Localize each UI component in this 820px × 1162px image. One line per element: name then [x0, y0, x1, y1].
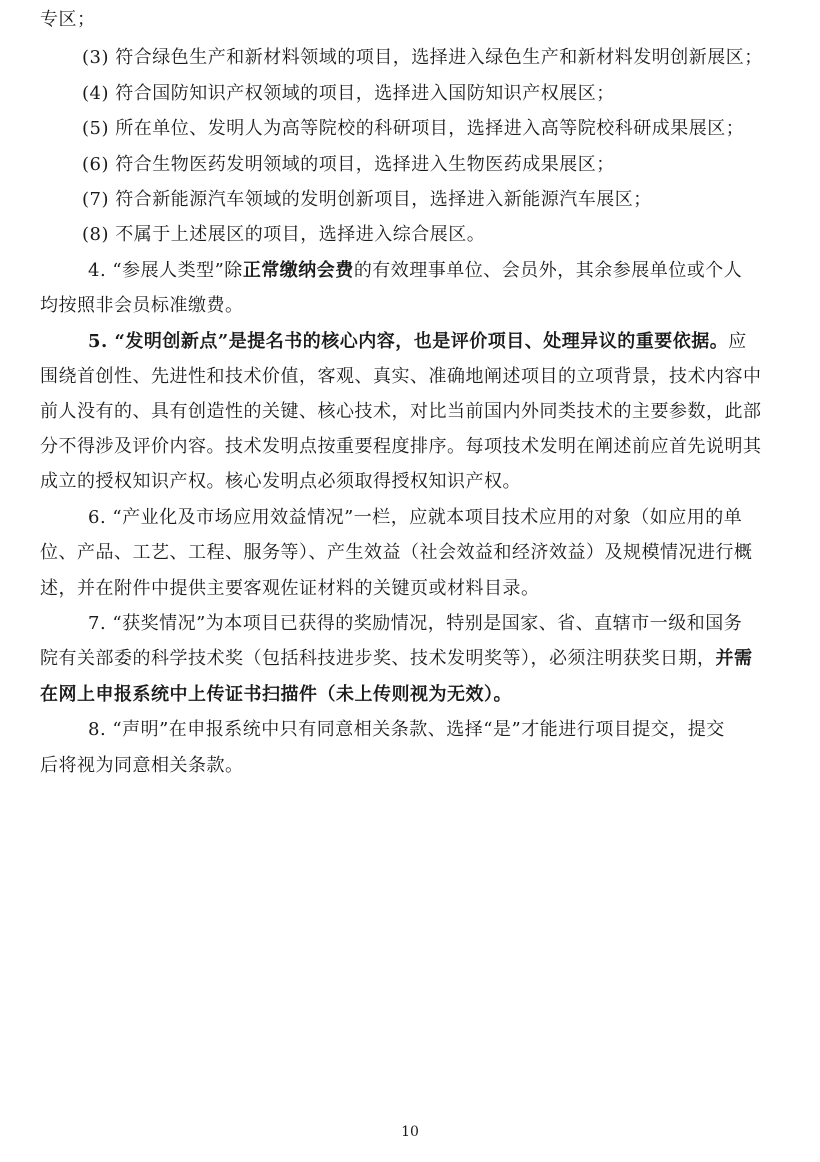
text-line: 后将视为同意相关条款。: [40, 755, 244, 776]
text-line: [40, 646, 753, 672]
text-span: 应: [728, 331, 747, 352]
text-span: 院有关部委的科学技术奖（包括科技进步奖、技术发明奖等），必须注明获奖日期，: [40, 648, 716, 669]
list-item: (6) 符合生物医药发明领域的项目，选择进入生物医药成果展区；: [82, 154, 615, 175]
list-item: (5) 所在单位、发明人为高等院校的科研项目，选择进入高等院校科研成果展区；: [82, 118, 745, 139]
text-line: 围绕首创性、先进性和技术价值，客观、真实、准确地阐述项目的立项背景，技术内容中: [40, 366, 762, 387]
paragraph-8-line: 8. “声明”在申报系统中只有同意相关条款、选择“是”才能进行项目提交，提交: [88, 719, 725, 740]
paragraph-6-line: 6. “产业化及市场应用效益情况”一栏，应就本项目技术应用的对象（如应用的单: [88, 507, 743, 528]
list-item: (8) 不属于上述展区的项目，选择进入综合展区。: [82, 224, 486, 245]
list-item: (3) 符合绿色生产和新材料领域的项目，选择进入绿色生产和新材料发明创新展区；: [82, 47, 763, 68]
text-span: 的有效理事单位、会员外，其余参展单位或个人: [353, 260, 743, 281]
paragraph-7-line: 7. “获奖情况”为本项目已获得的奖励情况，特别是国家、省、直辖市一级和国务: [88, 613, 743, 634]
bold-span: 正常缴纳会费: [242, 260, 354, 281]
paragraph-4-line: [88, 258, 742, 284]
paragraph-5-line: [88, 329, 747, 355]
text-line: 均按照非会员标准缴费。: [40, 295, 244, 316]
list-item: (7) 符合新能源汽车领域的发明创新项目，选择进入新能源汽车展区；: [82, 189, 652, 210]
bold-span: 并需: [715, 648, 753, 669]
text-span: 4. “参展人类型”除: [88, 260, 243, 281]
bold-span: 5. “发明创新点”是提名书的核心内容，也是评价项目、处理异议的重要依据。: [88, 331, 729, 352]
text-line: 分不得涉及评价内容。技术发明点按重要程度排序。每项技术发明在阐述前应首先说明其: [40, 436, 762, 457]
text-line: 前人没有的、具有创造性的关键、核心技术，对比当前国内外同类技术的主要参数，此部: [40, 401, 762, 422]
text-line: 成立的授权知识产权。核心发明点必须取得授权知识产权。: [40, 471, 521, 492]
bold-line: 在网上申报系统中上传证书扫描件（未上传则视为无效）。: [40, 684, 512, 705]
text-line: 位、产品、工艺、工程、服务等）、产生效益（社会效益和经济效益）及规模情况进行概: [40, 542, 753, 563]
text-line: 述，并在附件中提供主要客观佐证材料的关键页或材料目录。: [40, 578, 540, 599]
list-item: (4) 符合国防知识产权领域的项目，选择进入国防知识产权展区；: [82, 83, 615, 104]
text-line: 专区；: [40, 9, 96, 30]
page-number: 10: [401, 1124, 419, 1140]
